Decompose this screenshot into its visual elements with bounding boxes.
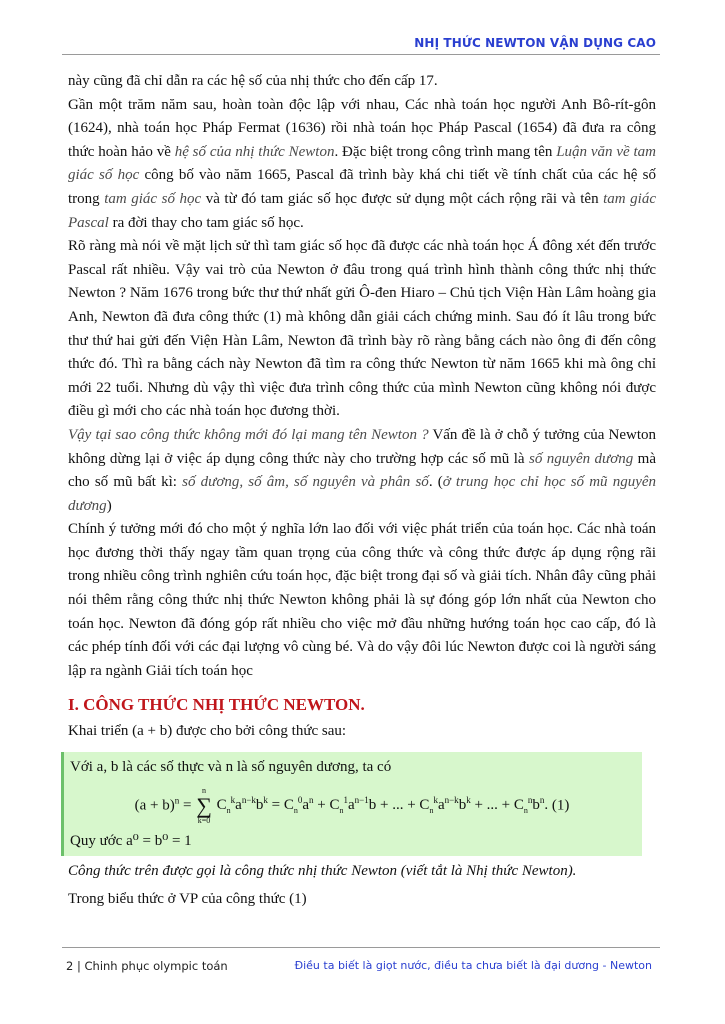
expand-expression: (a + b): [132, 723, 173, 740]
paragraph-1-text: này cũng đã chỉ dẫn ra các hệ số của nhị thức cho đến cấp 17.: [68, 73, 438, 89]
last-line-text: Trong biểu thức ở VP của công thức (1): [68, 890, 307, 907]
paragraph-3-text: Rõ ràng mà nói về mặt lịch sử thì tam giác số học đã được các nhà toán học Á đông xét đến trước Pascal rất nhiều. Vậy vai trò của Newton ở đâu trong quá trình hình thành công thức nhị thức Newton ? Năm 1676 trong bức thư thứ nhất gửi Ô-đen Hiaro – Chủ tịch Viện Hàn Lâm hoàng gia Anh, Newton đã đưa công thức (1) mà không dẫn giải cách chứng minh. Sau đó ít lâu trong bức thư thứ hai gửi đến Viện Hàn Lâm, Newton đã trình bày rõ ràng bằng cách nào ông đi đến công thức đó. Thì ra bằng cách này Newton đã tìm ra công thức Newton từ năm 1665 khi mà ông chỉ mới 22 tuổi. Nhưng dù vậy thì việc đưa trình công thức của mình Newton cũng không nói được điều gì mới cho các nhà toán học đương thời.: [68, 238, 656, 420]
p2-text-b: . Đặc biệt trong công trình mang tên: [334, 143, 557, 160]
p2-text-a: Gần một trăm năm sau, hoàn toàn độc lập với nhau, Các nhà toán học người Anh Bô-rít-gôn (1624), nhà toán học Pháp Fermat (1636) rồi nhà toán học Pháp Pascal (1654) đã đưa ra công thức hoàn hảo về: [68, 96, 656, 160]
expand-after: được cho bởi công thức sau:: [172, 723, 347, 740]
formula-box: [61, 752, 642, 856]
convention-formula: a⁰ = b⁰ = 1: [126, 832, 192, 849]
section-title: I. CÔNG THỨC NHỊ THỨC NEWTON.: [68, 695, 365, 715]
sum-symbol: [196, 786, 212, 826]
convention-line: [70, 830, 634, 854]
p4-italic-4: ở trung học chỉ học số mũ nguyên dương: [68, 474, 657, 514]
note-italic: [68, 860, 656, 884]
binomial-formula: $(a + b)^n$ = n ∑ k=0 $C_n^ka^{n-k}b^k = C_n^0a^n + C_n^1a^{n-1}b$ + ... + $C_n^ka^{n-k}b^k$ + ... + $C_n^nb^n$. (1): [134, 785, 570, 825]
formula-number: (1): [551, 797, 570, 814]
p2-italic-4: tam giác Pascal: [68, 190, 656, 231]
last-line: [68, 888, 656, 912]
page-content: [68, 70, 656, 911]
footer-quote: Điều ta biết là giọt nước, điều ta chưa biết là đại dương - Newton: [294, 959, 652, 972]
p4-text-a: Vấn đề là ở chỗ ý tưởng của Newton không dừng lại ở việc áp dụng công thức này cho trường hợp các số mũ là: [68, 426, 656, 467]
p4-text-c: . (: [428, 474, 443, 491]
sum-upper-limit: n: [202, 785, 207, 795]
p2-italic-3: tam giác số học: [104, 190, 202, 207]
paragraph-3: [68, 235, 656, 424]
sum-lower-limit: k=0: [197, 815, 211, 825]
paragraph-2: [68, 94, 656, 236]
paragraph-1: [68, 70, 656, 94]
p4-text-b: mà cho số mũ bất kì:: [68, 450, 656, 491]
sigma-icon: ∑: [196, 792, 212, 818]
paragraph-5-text: Chính ý tưởng mới đó cho một ý nghĩa lớn lao đối với việc phát triển của toán học. Các nhà toán học đương thời thấy ngay tầm quan trọng của công thức và công thức được áp dụng rộng rãi trong nhiều công trình nghiên cứu toán học, đặc biệt trong đại số và giải tích. Nhân đây cũng phải nói thêm rằng công thức nhị thức Newton không phải là sự đóng góp lớn nhất của Newton cho toán học. Newton đã đóng góp rất nhiều cho việc mở đầu những hướng toán học cao cấp, đó là các phép tính đối với các đại lượng vô cùng bé. Và do vậy đôi lúc Newton được coi là người sáng lập ra ngành Giải tích toán học: [68, 521, 656, 679]
formula-lhs: (a + b): [134, 797, 175, 814]
p4-italic-1: Vậy tại sao công thức không mới đó lại mang tên Newton ?: [68, 426, 429, 443]
p2-text-e: ra đời thay cho tam giác số học.: [108, 214, 304, 231]
p2-italic-2: Luận văn về tam giác số học: [68, 143, 656, 184]
formula-intro: Với a, b là các số thực và n là số nguyên dương, ta có: [70, 759, 392, 776]
formula-rhs: $C_n^ka^{n-k}b^k = C_n^0a^n + C_n^1a^{n-1}b$ + ... + $C_n^ka^{n-k}b^k$ + ... + $C_n^nb^n$.: [216, 795, 549, 816]
expand-before: Khai triển: [68, 723, 133, 740]
p2-text-d: và từ đó tam giác số học được sử dụng một cách rộng rãi và tên: [201, 190, 604, 207]
page-header: [62, 30, 660, 55]
note-italic-text: Công thức trên được gọi là công thức nhị thức Newton (viết tắt là Nhị thức Newton).: [68, 863, 577, 880]
p4-text-d: ): [106, 497, 112, 514]
expand-line: [68, 720, 656, 744]
p2-text-c: công bố vào năm 1665, Pascal đã trình bày khá chi tiết về tính chất của các hệ số trong: [68, 167, 656, 207]
formula-lhs-exponent: n: [174, 795, 180, 806]
p2-italic-1: hệ số của nhị thức Newton: [174, 143, 335, 160]
convention-label: Quy ước: [70, 832, 127, 849]
header-title: NHỊ THỨC NEWTON VẬN DỤNG CAO: [414, 36, 656, 50]
footer-left: 2 | Chinh phục olympic toán: [66, 959, 228, 973]
paragraph-5: [68, 518, 656, 683]
p4-italic-3: số dương, số âm, số nguyên và phân số: [182, 474, 429, 491]
paragraph-4: [68, 424, 656, 518]
page-footer: [62, 947, 660, 982]
p4-italic-2: số nguyên dương: [529, 450, 634, 467]
